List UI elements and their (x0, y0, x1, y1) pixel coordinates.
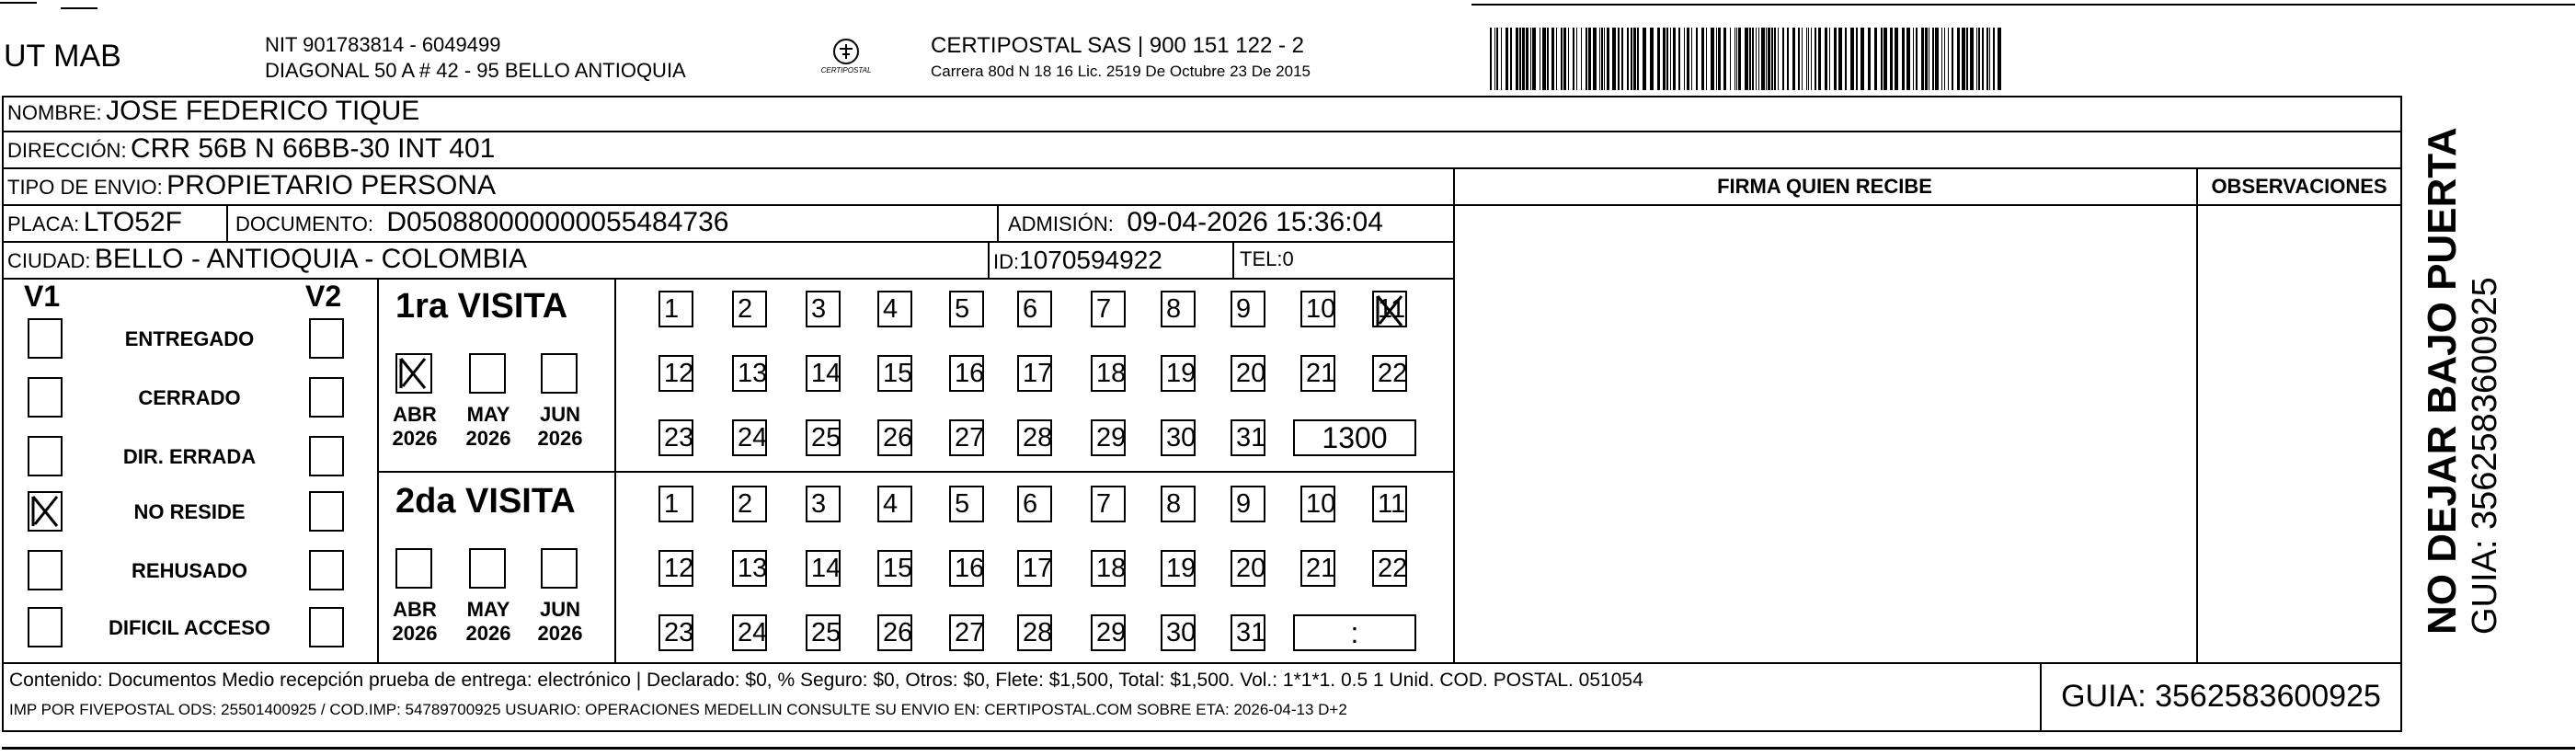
barcode-bar (1711, 28, 1714, 90)
barcode-bar (1593, 28, 1597, 90)
barcode-bar (1530, 28, 1531, 90)
status-label: DIFICIL ACCESO (108, 616, 270, 639)
barcode-bar (1932, 28, 1934, 90)
barcode-bar (1490, 28, 1492, 90)
status-label: REHUSADO (132, 559, 247, 582)
barcode-bar (1723, 28, 1726, 90)
barcode-bar (1774, 28, 1776, 90)
v1-checkbox[interactable] (28, 491, 63, 532)
barcode-bar (1825, 28, 1827, 90)
side-text-wrap (2421, 120, 2505, 635)
observations-area[interactable] (2200, 206, 2399, 660)
barcode-bar (1806, 28, 1807, 90)
v2-checkbox[interactable] (309, 607, 344, 647)
observations-divider (2196, 167, 2198, 662)
id-value: 1070594922 (1019, 246, 1162, 274)
day-box[interactable]: 1 (658, 291, 693, 327)
barcode-bar (1673, 28, 1676, 90)
barcode-bar (1752, 28, 1754, 90)
footer-content-line: Contenido: Documentos Medio recepción prueba de entrega: electrónico | Declarado: $0, % Seguro: $0, Otros: $0, Flete: $1,500, Total: $1,500. Vol.: 1*1*1. 0.5 1 Unid. COD. POSTAL. 051054 (9, 670, 1643, 691)
day-box[interactable]: 31 (1231, 419, 1265, 456)
year-label: 2026 (465, 622, 511, 645)
day-box[interactable]: 6 (1017, 291, 1052, 327)
barcode-bar (1792, 28, 1795, 90)
barcode-bar (1736, 28, 1737, 90)
barcode-bar (1811, 28, 1812, 90)
day-box[interactable]: 21 (1300, 355, 1335, 392)
barcode-bar (1787, 28, 1789, 90)
barcode-bar (1657, 28, 1660, 90)
plate-field (7, 207, 182, 238)
barcode-bar (1532, 28, 1536, 90)
carrier-name: CERTIPOSTAL SAS | 900 151 122 - 2 (931, 33, 1304, 58)
barcode-bar (1834, 28, 1837, 90)
barcode-bar (1510, 28, 1512, 90)
tel-field (1240, 247, 1294, 271)
barcode-bar (1986, 28, 1988, 90)
year-label: 2026 (537, 427, 583, 450)
day-box[interactable]: 10 (1300, 291, 1335, 327)
bottom-line (2, 747, 2575, 750)
signature-area[interactable] (1457, 206, 2192, 660)
day-box[interactable]: 18 (1091, 355, 1126, 392)
time-box[interactable]: : (1293, 614, 1416, 651)
name-row (7, 96, 419, 127)
document-label: DOCUMENTO: (235, 212, 373, 235)
top-line-right (1471, 4, 2575, 6)
day-box[interactable]: 29 (1091, 614, 1126, 651)
doc-divider (997, 204, 999, 241)
day-box[interactable]: 29 (1091, 419, 1126, 456)
day-box[interactable]: 12 (658, 550, 693, 587)
month-label: MAY (466, 598, 510, 621)
day-box[interactable]: 28 (1017, 419, 1052, 456)
day-box[interactable]: 15 (877, 550, 912, 587)
day-box[interactable]: 14 (806, 355, 841, 392)
city-label: CIUDAD: (7, 249, 91, 272)
v1-checkbox[interactable] (28, 607, 63, 647)
day-box[interactable] (1372, 291, 1407, 327)
day-box[interactable]: 30 (1161, 614, 1196, 651)
barcode-bar (1845, 28, 1847, 90)
v2-checkbox[interactable] (309, 436, 344, 476)
side-notice-text: NO DEJAR BAJO PUERTA (2420, 127, 2465, 635)
month-checkbox[interactable] (469, 353, 506, 394)
barcode-bar (1519, 28, 1521, 90)
id-divider (988, 241, 990, 278)
barcode-bar (1906, 28, 1910, 90)
year-label: 2026 (537, 622, 583, 645)
barcode-bar (1874, 28, 1877, 90)
row-line-4 (2, 241, 1453, 243)
barcode-bar (1838, 28, 1842, 90)
address-label: DIRECCIÓN: (7, 139, 127, 162)
month-label: MAY (466, 403, 510, 426)
barcode-bar (1684, 28, 1685, 90)
barcode-bar (1637, 28, 1639, 90)
barcode-bar (1860, 28, 1864, 90)
barcode-bar (1913, 28, 1914, 90)
barcode-bar (1916, 28, 1918, 90)
day-box[interactable]: 17 (1017, 355, 1052, 392)
barcode-bar (1982, 28, 1984, 90)
barcode-bar (1829, 28, 1830, 90)
barcode-bar (1561, 28, 1563, 90)
barcode-bar (1798, 28, 1800, 90)
recipient-name: JOSE FEDERICO TIQUE (106, 96, 420, 126)
day-box[interactable]: 5 (949, 486, 984, 522)
id-field (993, 246, 1162, 275)
month-label: ABR (393, 598, 437, 621)
barcode-bar (1768, 28, 1770, 90)
barcode-bar (1808, 28, 1809, 90)
barcode-bar (1818, 28, 1821, 90)
barcode-bar (1586, 28, 1587, 90)
day-box[interactable]: 27 (949, 419, 984, 456)
barcode-bar (1935, 28, 1939, 90)
visit-title: 1ra VISITA (395, 287, 568, 326)
barcode-bar (1966, 28, 1968, 90)
barcode-bar (1756, 28, 1757, 90)
barcode-bar (1601, 28, 1603, 90)
day-box[interactable]: 20 (1231, 355, 1265, 392)
day-box[interactable]: 28 (1017, 614, 1052, 651)
year-label: 2026 (392, 427, 438, 450)
v1-checkbox[interactable] (28, 377, 63, 418)
footer-guide-number: GUIA: 3562583600925 (2061, 679, 2381, 714)
v2-checkbox[interactable] (309, 318, 344, 359)
barcode-bar (1895, 28, 1898, 90)
row-line-5 (2, 278, 1453, 280)
barcode-bar (1691, 28, 1692, 90)
id-label: ID: (993, 250, 1020, 273)
barcode-bar (1522, 28, 1525, 90)
barcode-bar (1627, 28, 1629, 90)
barcode-bar (1989, 28, 1990, 90)
barcode-bar (1633, 28, 1636, 90)
observations-header: OBSERVACIONES (2211, 175, 2387, 198)
barcode-bar (1643, 28, 1646, 90)
year-label: 2026 (392, 622, 438, 645)
barcode-bar (1978, 28, 1980, 90)
barcode-bar (1581, 28, 1582, 90)
barcode-bar (1542, 28, 1546, 90)
day-box[interactable]: 3 (806, 291, 841, 327)
barcode-bar (1604, 28, 1605, 90)
barcode-bar (1883, 28, 1887, 90)
barcode-bar (1556, 28, 1557, 90)
name-label: NOMBRE: (7, 101, 102, 124)
barcode-bar (1547, 28, 1549, 90)
barcode-bar (1802, 28, 1803, 90)
barcode-bar (1850, 28, 1854, 90)
day-box[interactable]: 8 (1161, 291, 1196, 327)
barcode-bar (1921, 28, 1924, 90)
barcode-bar (1758, 28, 1759, 90)
month-checkbox[interactable] (469, 548, 506, 589)
barcode-bar (1970, 28, 1974, 90)
month-checkbox[interactable] (395, 548, 432, 589)
day-box[interactable]: 5 (949, 291, 984, 327)
day-box[interactable]: 7 (1091, 291, 1126, 327)
status-divider (377, 278, 379, 662)
day-box[interactable]: 14 (806, 550, 841, 587)
month-checkbox[interactable] (541, 353, 578, 394)
month-checkbox[interactable] (541, 548, 578, 589)
barcode-bar (1526, 28, 1528, 90)
company-name: UT MAB (4, 39, 121, 74)
city-field (7, 244, 527, 275)
barcode-bar (1962, 28, 1965, 90)
month-label: JUN (539, 403, 580, 426)
barcode-bar (1941, 28, 1942, 90)
barcode-bar (1621, 28, 1623, 90)
barcode-bar (1944, 28, 1945, 90)
day-box[interactable]: 1 (658, 486, 693, 522)
day-box[interactable]: 16 (949, 355, 984, 392)
top-line-left (0, 2, 37, 4)
document-value: D050880000000055484736 (386, 207, 729, 237)
month-checkbox[interactable] (395, 353, 432, 394)
day-box[interactable]: 9 (1231, 291, 1265, 327)
barcode-bar (1815, 28, 1816, 90)
day-box[interactable]: 25 (806, 614, 841, 651)
shipment-type: PROPIETARIO PERSONA (166, 170, 497, 200)
day-box[interactable]: 10 (1300, 486, 1335, 522)
day-box[interactable]: 13 (732, 550, 767, 587)
year-label: 2026 (465, 427, 511, 450)
month-label: ABR (393, 403, 437, 426)
barcode-bar (1696, 28, 1698, 90)
barcode-bar (1701, 28, 1704, 90)
barcode-bar (1576, 28, 1577, 90)
admission-label: ADMISIÓN: (1008, 212, 1114, 235)
signature-header: FIRMA QUIEN RECIBE (1717, 175, 1932, 198)
v2-checkbox[interactable] (309, 377, 344, 418)
barcode-bar (1745, 28, 1748, 90)
barcode-bar (1588, 28, 1591, 90)
day-box[interactable]: 4 (877, 291, 912, 327)
barcode-bar (1976, 28, 1977, 90)
v2-checkbox[interactable] (309, 550, 344, 590)
logo-text: CERTIPOSTAL (820, 66, 872, 74)
plate-label: PLACA: (7, 212, 80, 235)
day-box[interactable]: 24 (732, 419, 767, 456)
barcode-bar (1766, 28, 1767, 90)
day-box[interactable]: 2 (732, 486, 767, 522)
day-box[interactable]: 30 (1161, 419, 1196, 456)
status-label: ENTREGADO (124, 327, 255, 350)
time-box[interactable]: 1300 (1293, 419, 1416, 456)
v1-header: V1 (24, 280, 61, 313)
type-row (7, 170, 496, 201)
barcode-bar (1868, 28, 1871, 90)
day-box[interactable]: 15 (877, 355, 912, 392)
day-box[interactable]: 19 (1161, 550, 1196, 587)
day-box[interactable]: 24 (732, 614, 767, 651)
barcode-bar (1551, 28, 1554, 90)
day-box[interactable]: 16 (949, 550, 984, 587)
barcode-bar (1501, 28, 1502, 90)
barcode-bar (1890, 28, 1893, 90)
day-box[interactable]: 27 (949, 614, 984, 651)
barcode-bar (1730, 28, 1731, 90)
day-box[interactable]: 25 (806, 419, 841, 456)
day-box[interactable]: 11 (1372, 486, 1407, 522)
barcode-bar (1856, 28, 1858, 90)
barcode-bar (1573, 28, 1574, 90)
barcode-bar (1607, 28, 1609, 90)
city-value: BELLO - ANTIOQUIA - COLOMBIA (94, 244, 528, 274)
barcode-bar (1952, 28, 1953, 90)
tel-label: TEL: (1240, 247, 1283, 270)
day-box[interactable]: 22 (1372, 355, 1407, 392)
barcode-bar (1761, 28, 1765, 90)
day-box[interactable]: 23 (658, 614, 693, 651)
row-line-1 (2, 131, 2402, 132)
day-box[interactable]: 18 (1091, 550, 1126, 587)
barcode-bar (1506, 28, 1508, 90)
carrier-license: Carrera 80d N 18 16 Lic. 2519 De Octubre 23 De 2015 (931, 63, 1311, 80)
day-box[interactable]: 8 (1161, 486, 1196, 522)
barcode-bar (1687, 28, 1689, 90)
admission-value: 09-04-2026 15:36:04 (1127, 207, 1383, 237)
day-box[interactable]: 17 (1017, 550, 1052, 587)
day-box[interactable]: 7 (1091, 486, 1126, 522)
top-line-short (61, 7, 97, 9)
barcode-bar (1678, 28, 1680, 90)
document-field (235, 207, 728, 238)
row-line-2 (2, 167, 2402, 169)
tel-divider (1232, 241, 1234, 278)
recipient-address: CRR 56B N 66BB-30 INT 401 (131, 133, 496, 164)
visit-divider (377, 471, 1453, 473)
day-box[interactable]: 26 (877, 614, 912, 651)
month-label: JUN (539, 598, 580, 621)
day-box[interactable]: 19 (1161, 355, 1196, 392)
day-box[interactable]: 6 (1017, 486, 1052, 522)
barcode-bar (1948, 28, 1949, 90)
tel-value: 0 (1282, 247, 1294, 270)
status-label: NO RESIDE (133, 500, 246, 523)
barcode-bar (1618, 28, 1620, 90)
barcode-bar (1599, 28, 1600, 90)
day-box[interactable]: 22 (1372, 550, 1407, 587)
barcode-bar (1670, 28, 1671, 90)
address-row (7, 133, 495, 165)
v1-checkbox[interactable] (28, 318, 63, 359)
barcode-bar (1718, 28, 1721, 90)
day-box[interactable]: 23 (658, 419, 693, 456)
barcode-bar (1494, 28, 1495, 90)
v2-checkbox[interactable] (309, 491, 344, 532)
barcode-bar (1568, 28, 1569, 90)
barcode-bar (1957, 28, 1960, 90)
barcode-bar (1771, 28, 1773, 90)
type-label: TIPO DE ENVIO: (7, 176, 163, 199)
day-box[interactable]: 4 (877, 486, 912, 522)
day-box[interactable]: 9 (1231, 486, 1265, 522)
day-number: 11 (1378, 294, 1406, 324)
barcode-bar (1612, 28, 1616, 90)
barcode-bar (1631, 28, 1632, 90)
certipostal-logo (809, 35, 883, 85)
barcode-bar (1998, 28, 2001, 90)
side-guide-text: GUIA: 3562583600925 (2466, 277, 2504, 635)
status-label: DIR. ERRADA (122, 445, 257, 468)
barcode-bar (1749, 28, 1751, 90)
signature-divider (1453, 167, 1455, 662)
barcode-bar (1496, 28, 1498, 90)
day-box[interactable]: 21 (1300, 550, 1335, 587)
barcode-bar (1706, 28, 1707, 90)
day-box[interactable]: 2 (732, 291, 767, 327)
barcode-bar (1925, 28, 1928, 90)
visit-title: 2da VISITA (395, 482, 576, 521)
barcode (1490, 28, 2005, 90)
barcode-bar (1778, 28, 1779, 90)
v2-header: V2 (305, 280, 342, 313)
company-nit: NIT 901783814 - 6049499 (265, 33, 501, 56)
barcode-bar (1902, 28, 1905, 90)
status-label: CERRADO (138, 386, 241, 409)
footer-print-line: IMP POR FIVEPOSTAL ODS: 25501400925 / COD.IMP: 54789700925 USUARIO: OPERACIONES MEDELLIN CONSULTE SU ENVIO EN: CERTIPOSTAL.COM SOBRE ETA: 2026-04-13 D+2 (9, 701, 1347, 718)
plate-divider (226, 204, 228, 241)
v1-checkbox[interactable] (28, 550, 63, 590)
day-box[interactable]: 13 (732, 355, 767, 392)
barcode-bar (1881, 28, 1883, 90)
barcode-bar (1666, 28, 1668, 90)
barcode-bar (1650, 28, 1654, 90)
day-box[interactable]: 12 (658, 355, 693, 392)
barcode-bar (1663, 28, 1666, 90)
barcode-bar (1993, 28, 1995, 90)
barcode-bar (1563, 28, 1566, 90)
v1-checkbox[interactable] (28, 436, 63, 476)
plate-value: LTO52F (83, 207, 182, 237)
barcode-bar (1516, 28, 1518, 90)
day-box[interactable]: 3 (806, 486, 841, 522)
company-address: DIAGONAL 50 A # 42 - 95 BELLO ANTIOQUIA (265, 59, 686, 82)
row-line-footer (2, 662, 2402, 664)
barcode-bar (1782, 28, 1784, 90)
admission-field (1008, 207, 1383, 238)
day-box[interactable]: 31 (1231, 614, 1265, 651)
barcode-bar (1738, 28, 1741, 90)
day-box[interactable]: 20 (1231, 550, 1265, 587)
day-box[interactable]: 26 (877, 419, 912, 456)
barcode-bar (1716, 28, 1717, 90)
month-divider (614, 278, 616, 662)
